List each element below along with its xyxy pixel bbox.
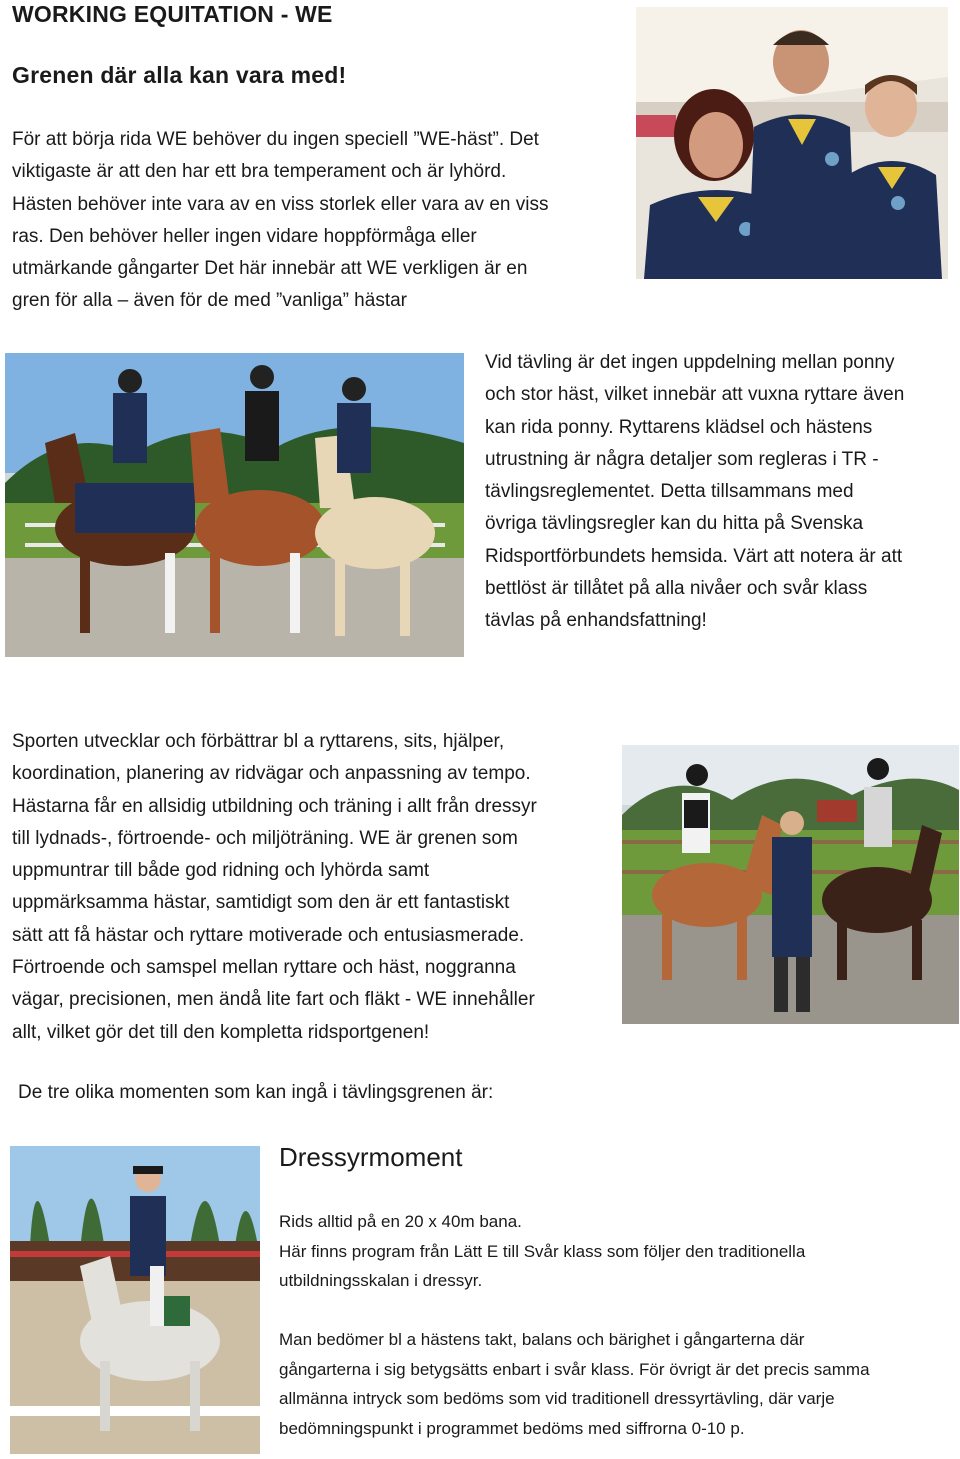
text-line: För att börja rida WE behöver du ingen speciell ”WE-häst”. Det (12, 129, 539, 150)
text-line: tävlas på enhandsfattning! (485, 610, 707, 632)
text-line: övriga tävlingsregler kan du hitta på Svenska (485, 513, 864, 535)
text-line: tävlingsreglementet. Detta tillsammans med (485, 481, 854, 503)
text-line: vägar, precisionen, men ändå lite fart och fläkt - WE innehåller (12, 989, 535, 1011)
text-line: Hästarna får en allsidig utbildning och träning i allt från dressyr (12, 795, 537, 817)
dressage-heading: Dressyrmoment (279, 1142, 463, 1172)
text-line: sätt att få hästar och ryttare motiverade och entusiasmerade. (12, 924, 525, 946)
text-line: Ridsportförbundets hemsida. Värt att notera är att (485, 545, 903, 567)
intro-paragraph (12, 124, 622, 318)
text-line: bedömningspunkt i programmet bedöms med siffrorna 0-10 p. (279, 1418, 745, 1438)
text-line: och stor häst, vilket innebär att vuxna ryttare även (485, 384, 905, 406)
text-line: Sporten utvecklar och förbättrar bl a ryttarens, sits, hjälper, (12, 731, 505, 752)
text-line: Hästen behöver inte vara av en viss storlek eller vara av en viss (12, 193, 549, 215)
text-line: bettlöst är tillåtet på alla nivåer och svår klass (485, 578, 868, 600)
dressage-block-2 (279, 1325, 954, 1443)
instruction-photo (622, 745, 959, 1024)
text-line: utbildningsskalan i dressyr. (279, 1271, 483, 1290)
text-line: gångarterna i sig betygsätts enbart i svår klass. För övrigt är det precis samma (279, 1359, 870, 1379)
text-line: utmärkande gångarter Det här innebär att WE verkligen är en (12, 258, 528, 280)
dressage-rider-photo (10, 1146, 260, 1454)
page-title: WORKING EQUITATION - WE (12, 1, 333, 27)
text-line: allmänna intryck som bedöms som vid traditionell dressyrtävling, där varje (279, 1389, 835, 1408)
competition-paragraph (485, 347, 955, 638)
text-line: Vid tävling är det ingen uppdelning mellan ponny (485, 352, 895, 373)
instructors-photo (636, 7, 948, 279)
text-line: till lydnads-, förtroende- och miljöträning. WE är grenen som (12, 827, 518, 849)
text-line: viktigaste är att den har ett bra temperament och är lyhörd. (12, 161, 507, 183)
text-line: Rids alltid på en 20 x 40m bana. (279, 1212, 522, 1231)
moments-intro: De tre olika momenten som kan ingå i tävlingsgrenen är: (18, 1082, 494, 1103)
text-line: Förtroende och samspel mellan ryttare och häst, noggranna (12, 957, 516, 979)
page-subtitle: Grenen där alla kan vara med! (12, 62, 347, 88)
text-line: allt, vilket gör det till den kompletta ridsportgenen! (12, 1021, 430, 1043)
text-line: utrustning är några detaljer som regleras i TR - (485, 448, 879, 470)
text-line: Här finns program från Lätt E till Svår klass som följer den traditionella (279, 1241, 806, 1261)
three-riders-photo (5, 353, 464, 657)
text-line: uppmärksamma hästar, samtidigt som den är ett fantastiskt (12, 892, 510, 914)
text-line: koordination, planering av ridvägar och anpassning av tempo. (12, 763, 531, 785)
text-line: Man bedömer bl a hästens takt, balans och bärighet i gångarterna där (279, 1330, 805, 1349)
text-line: gren för alla – även för de med ”vanliga” hästar (12, 290, 407, 312)
sport-paragraph (12, 726, 617, 1049)
dressage-block-1 (279, 1207, 954, 1296)
text-line: ras. Den behöver heller ingen vidare hoppförmåga eller (12, 225, 477, 247)
text-line: uppmuntrar till både god ridning och lyhörda samt (12, 860, 430, 882)
text-line: kan rida ponny. Ryttarens klädsel och hästens (485, 416, 873, 438)
